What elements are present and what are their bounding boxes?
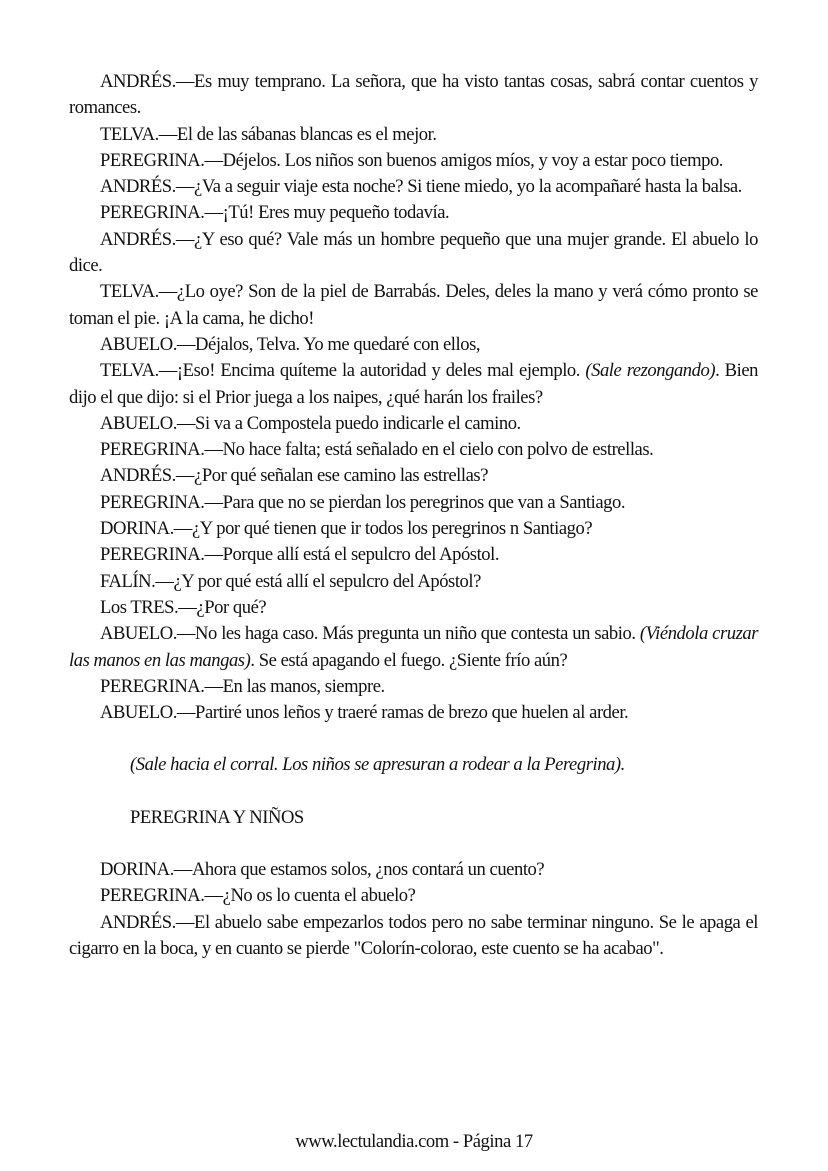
dialogue-line [69, 358, 758, 411]
dialogue-text: No les haga caso. Más pregunta un niño que contesta un sabio. [195, 623, 640, 645]
dialogue-text: Ahora que estamos solos, ¿nos contará un cuento? [191, 859, 545, 881]
speaker-name: Los TRES.— [100, 596, 197, 618]
scene-heading: PEREGRINA Y NIÑOS [130, 806, 304, 828]
inline-stage-direction: (Sale rezongando) [585, 360, 716, 382]
dialogue-line [69, 700, 758, 726]
dialogue-line [69, 200, 758, 226]
speaker-name: ABUELO.— [100, 333, 196, 355]
speaker-name: PEREGRINA.— [100, 149, 223, 171]
page-body [69, 69, 758, 962]
dialogue-text: ¿Y por qué está allí el sepulcro del Apóstol? [173, 570, 481, 592]
dialogue-text: El de las sábanas blancas es el mejor. [176, 123, 437, 145]
speaker-name: DORINA.— [100, 518, 192, 540]
dialogue-line [69, 910, 758, 963]
speaker-name: PEREGRINA.— [100, 675, 223, 697]
speaker-name: ANDRÉS.— [100, 176, 195, 198]
dialogue-text: . Bien dijo el que dijo: si el Prior juega a los naipes, ¿qué harán los frailes? [69, 360, 758, 408]
dialogue-line [69, 148, 758, 174]
dialogue-text: En las manos, siempre. [222, 675, 385, 697]
dialogue-line [69, 227, 758, 280]
speaker-name: ANDRÉS.— [100, 228, 195, 250]
dialogue-text: Porque allí está el sepulcro del Apóstol. [222, 544, 500, 566]
dialogue-text: Si va a Compostela puedo indicarle el camino. [195, 412, 521, 434]
speaker-name: PEREGRINA.— [100, 491, 223, 513]
dialogue-text: ¿No os lo cuenta el abuelo? [222, 885, 416, 907]
dialogue-text: Partiré unos leños y traeré ramas de brezo que huelen al arder. [195, 702, 629, 724]
dialogue-text: ¿Por qué? [196, 596, 267, 618]
dialogue-text: ¡Eso! Encima quíteme la autoridad y deles mal ejemplo. [176, 360, 586, 382]
dialogue-line [69, 569, 758, 595]
inline-stage-direction: (Viéndola cruzar las manos en las mangas) [69, 623, 759, 671]
dialogue-text: . Se está apagando el fuego. ¿Siente frío aún? [250, 649, 568, 671]
dialogue-text: ¿Y por qué tienen que ir todos los peregrinos n Santiago? [191, 518, 593, 540]
speaker-name: ABUELO.— [100, 702, 196, 724]
dialogue-text: ¿Lo oye? Son de la piel de Barrabás. Deles, deles la mano y verá cómo pronto se toman el pie. ¡A la cama, he dicho! [69, 281, 758, 329]
dialogue-line [69, 279, 758, 332]
speaker-name: PEREGRINA.— [100, 202, 223, 224]
speaker-name: PEREGRINA.— [100, 885, 223, 907]
dialogue-line [69, 69, 758, 122]
dialogue-text: ¿Y eso qué? Vale más un hombre pequeño que una mujer grande. El abuelo lo dice. [69, 228, 758, 277]
speaker-name: TELVA.— [100, 123, 177, 145]
speaker-name: ANDRÉS.— [100, 911, 195, 933]
dialogue-text: No hace falta; está señalado en el cielo con polvo de estrellas. [222, 439, 654, 461]
dialogue-line [69, 411, 758, 437]
dialogue-line [69, 516, 758, 542]
speaker-name: PEREGRINA.— [100, 544, 223, 566]
dialogue-line [69, 542, 758, 568]
speaker-name: PEREGRINA.— [100, 439, 223, 461]
speaker-name: FALÍN.— [100, 570, 174, 592]
dialogue-line [69, 463, 758, 489]
dialogue-line [69, 621, 758, 674]
dialogue-text: Es muy temprano. La señora, que ha visto tantas cosas, sabrá contar cuentos y romances. [69, 71, 758, 119]
dialogue-text: Para que no se pierdan los peregrinos que van a Santiago. [222, 491, 626, 513]
dialogue-text: El abuelo sabe empezarlos todos pero no sabe terminar ninguno. Se le apaga el cigarro en la boca, y en cuanto se pierde "Colorín-colorao, este cuento se ha acabao". [69, 911, 758, 959]
stage-direction: (Sale hacia el corral. Los niños se apresuran a rodear a la Peregrina). [130, 754, 625, 776]
speaker-name: ANDRÉS.— [100, 465, 195, 487]
dialogue-line [69, 174, 758, 200]
page-footer: www.lectulandia.com - Página 17 [295, 1131, 533, 1152]
speaker-name: ABUELO.— [100, 412, 196, 434]
speaker-name: TELVA.— [100, 281, 177, 303]
dialogue-line [69, 122, 758, 148]
dialogue-text: Déjalos, Telva. Yo me quedaré con ellos, [195, 333, 481, 355]
speaker-name: DORINA.— [100, 859, 192, 881]
dialogue-line [69, 437, 758, 463]
dialogue-line [69, 857, 758, 883]
dialogue-text: ¡Tú! Eres muy pequeño todavía. [222, 202, 450, 224]
speaker-name: ABUELO.— [100, 623, 196, 645]
speaker-name: ANDRÉS.— [100, 71, 195, 92]
dialogue-text: ¿Por qué señalan ese camino las estrellas? [194, 465, 489, 487]
dialogue-text: ¿Va a seguir viaje esta noche? Si tiene miedo, yo la acompañaré hasta la balsa. [194, 176, 742, 198]
dialogue-line [69, 332, 758, 358]
dialogue-line [69, 883, 758, 909]
dialogue-line [69, 674, 758, 700]
dialogue-line [69, 595, 758, 621]
dialogue-line [69, 490, 758, 516]
dialogue-text: Déjelos. Los niños son buenos amigos míos, y voy a estar poco tiempo. [222, 149, 724, 171]
speaker-name: TELVA.— [100, 360, 177, 382]
